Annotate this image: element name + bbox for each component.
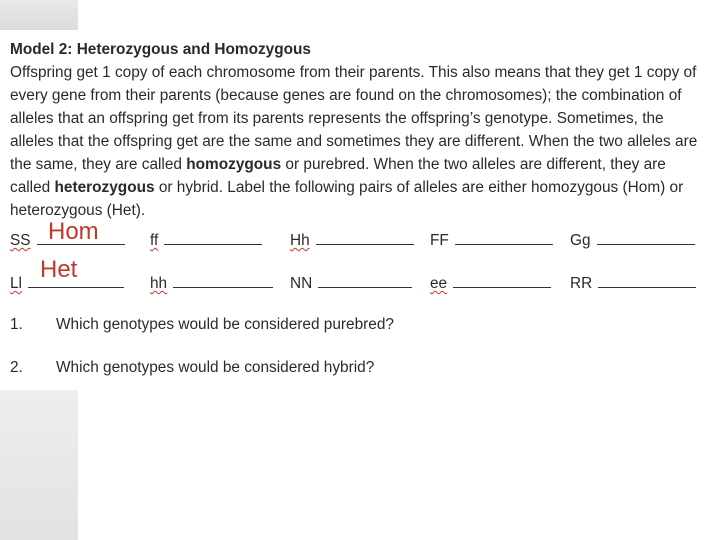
answer-hom: Hom	[48, 218, 99, 245]
answer-blank[interactable]	[164, 228, 262, 245]
question-number: 2.	[10, 359, 23, 376]
allele-pair-ee	[430, 271, 551, 293]
allele-label: Ll	[10, 275, 22, 292]
allele-pair-Gg	[570, 228, 695, 250]
model-title: Model 2: Heterozygous and Homozygous	[10, 41, 311, 58]
allele-label: ee	[430, 275, 448, 292]
allele-label: ff	[150, 232, 159, 249]
question-text: Which genotypes would be considered purebred?	[56, 316, 394, 333]
allele-label: SS	[10, 232, 31, 249]
allele-pair-Hh	[290, 228, 414, 250]
allele-label: Gg	[570, 232, 591, 249]
answer-blank[interactable]	[316, 228, 414, 245]
answer-het: Het	[40, 256, 78, 283]
slide-corner-decoration	[0, 0, 78, 30]
heterozygous-term: heterozygous	[54, 179, 155, 196]
answer-blank[interactable]	[455, 228, 553, 245]
model-section	[10, 38, 710, 222]
question-2	[10, 359, 374, 377]
answer-blank[interactable]	[173, 271, 273, 288]
allele-label: FF	[430, 232, 449, 249]
allele-label: RR	[570, 275, 593, 292]
model-paragraph	[10, 61, 710, 222]
allele-pair-FF	[430, 228, 553, 250]
allele-pair-ff	[150, 228, 262, 250]
answer-blank[interactable]	[597, 228, 695, 245]
allele-label: hh	[150, 275, 168, 292]
question-1	[10, 316, 394, 334]
answer-blank[interactable]	[453, 271, 551, 288]
paragraph-part-1: Offspring get 1 copy of each chromosome from their parents. This also means that they get 1 copy of every gene from their parents (because genes are found on the chromosomes); the combination of alleles that an offspring get from its parents represents the offspring’s genotype. Sometimes, the alleles that the offspring get are the same and sometimes they are different. When the two alleles are the same, they are called	[10, 64, 698, 173]
answer-blank[interactable]	[598, 271, 696, 288]
homozygous-term: homozygous	[186, 156, 282, 173]
answer-blank[interactable]	[318, 271, 412, 288]
paragraph-part-2: or purebred. When the two alleles are different, they are called	[10, 156, 666, 196]
allele-pair-NN	[290, 271, 412, 293]
slide-side-decoration	[0, 390, 78, 540]
allele-label: Hh	[290, 232, 310, 249]
question-number: 1.	[10, 316, 23, 333]
allele-row-1	[10, 228, 710, 252]
paragraph-part-3: or hybrid. Label the following pairs of alleles are either homozygous (Hom) or heterozygous (Het).	[10, 179, 684, 219]
question-text: Which genotypes would be considered hybrid?	[56, 359, 375, 376]
allele-row-2	[10, 271, 710, 295]
allele-pair-hh	[150, 271, 273, 293]
allele-label: NN	[290, 275, 313, 292]
allele-pair-RR	[570, 271, 696, 293]
